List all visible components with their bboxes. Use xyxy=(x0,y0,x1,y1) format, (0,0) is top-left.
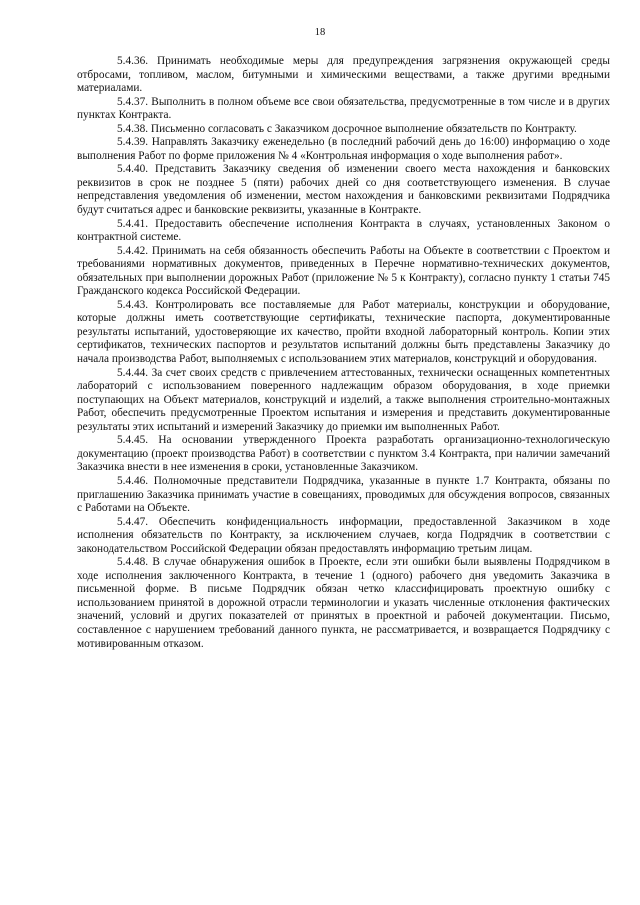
clause-number: 5.4.40. xyxy=(117,163,149,176)
clause-number: 5.4.44. xyxy=(117,366,149,379)
clause-paragraph xyxy=(77,245,610,299)
clause-paragraph xyxy=(77,556,610,651)
clause-text: Письменно согласовать с Заказчиком досрочное выполнение обязательств по Контракту. xyxy=(150,122,577,135)
page-number: 18 xyxy=(314,27,326,38)
clause-paragraph xyxy=(77,434,610,475)
clause-text: На основании утвержденного Проекта разработать организационно-технологическую документацию (проект производства Работ) в соответствии с пунктом 3.4 Контракта, при наличии замечаний Заказчика внести в нее изменения в сроки, установленные Заказчиком. xyxy=(77,434,610,474)
clause-text: За счет своих средств с привлечением аттестованных, технически оснащенных компетентных лабораторий с использованием поверенного надлежащим образом оборудования, в ходе приемки поступающих на Объект материалов, конструкций и изделий, а также выполнения строительно-монтажных Работ, обеспечить предусмотренные Проектом испытания и измерения и представить документированные результаты этих испытаний и измерений Заказчику до приемки им выполненных Работ. xyxy=(77,366,610,433)
clause-paragraph xyxy=(77,475,610,516)
clause-text: Выполнить в полном объеме все свои обязательства, предусмотренные в том числе и в других пунктах Контракта. xyxy=(77,95,610,122)
clause-text: В случае обнаружения ошибок в Проекте, если эти ошибки были выявлены Подрядчиком в ходе исполнения заключенного Контракта, в течение 1 (одного) рабочего дня уведомить Заказчика в письменной форме. В письме Подрядчик обязан четко классифицировать проектную ошибку с использованием принятой в дорожной отрасли терминологии и указать численные отклонения фактических значений, условий и других показателей от принятых в проектной и рабочей документации. Письмо, составленное с нарушением требований данного пункта, не рассматривается, и возвращается Подрядчику с мотивированным отказом. xyxy=(77,556,611,650)
document-body xyxy=(77,55,610,651)
clause-text: Принимать на себя обязанность обеспечить Работы на Объекте в соответствии с Проектом и требованиями нормативных документов, приведенных в Перечне нормативно-технических документов, обязательных при выполнении дорожных Работ (приложение № 5 к Контракту), согласно пункту 1 статьи 745 Гражданского кодекса Российской Федерации. xyxy=(77,244,610,298)
clause-text: Принимать необходимые меры для предупреждения загрязнения окружающей среды отбросами, топливом, маслом, битумными и химическими веществами, а также другими вредными материалами. xyxy=(77,55,610,95)
clause-text: Представить Заказчику сведения об изменении своего места нахождения и банковских реквизитов в срок не позднее 5 (пяти) рабочих дней со дня соответствующего изменения. В случае непредставления уведомления об изменении, местом нахождения и банковскими реквизитами Подрядчика будут считаться адрес и банковские реквизиты, указанные в Контракте. xyxy=(77,163,610,217)
clause-number: 5.4.46. xyxy=(117,474,149,487)
clause-number: 5.4.47. xyxy=(117,515,149,528)
clause-paragraph xyxy=(77,123,610,137)
clause-paragraph xyxy=(77,136,610,163)
clause-number: 5.4.38. xyxy=(117,122,149,135)
clause-paragraph xyxy=(77,516,610,557)
clause-text: Предоставить обеспечение исполнения Контракта в случаях, установленных Законом о контрактной системе. xyxy=(77,217,611,244)
clause-number: 5.4.43. xyxy=(117,298,149,311)
clause-text: Обеспечить конфиденциальность информации, предоставленной Заказчиком в ходе исполнения обязательств по Контракту, за исключением случаев, когда Подрядчик в соответствии с законодательством Российской Федерации обязан предоставлять информацию третьим лицам. xyxy=(77,515,610,555)
clause-paragraph xyxy=(77,163,610,217)
clause-number: 5.4.48. xyxy=(117,556,149,569)
clause-number: 5.4.36. xyxy=(117,55,149,67)
clause-number: 5.4.45. xyxy=(117,434,149,447)
clause-text: Направлять Заказчику еженедельно (в последний рабочий день до 16:00) информацию о ходе выполнения Работ по форме приложения № 4 «Контрольная информация о ходе выполнения работ». xyxy=(77,136,610,162)
clause-text: Полномочные представители Подрядчика, указанные в пункте 1.7 Контракта, обязаны по приглашению Заказчика принимать участие в совещаниях, проводимых для обсуждения вопросов, связанных с Работами на Объекте. xyxy=(77,474,610,515)
clause-text: Контролировать все поставляемые для Работ материалы, конструкции и оборудование, которые должны иметь соответствующие сертификаты, технические паспорта, документированные результаты испытаний, удостоверяющие их качество, пройти входной лабораторный контроль. Копии этих сертификатов, технических паспортов и результатов испытаний должны быть представлены Заказчику до начала производства Работ, выполняемых с использованием этих материалов, конструкций и оборудования. xyxy=(77,298,610,366)
clause-number: 5.4.37. xyxy=(117,95,149,108)
clause-paragraph xyxy=(77,367,610,435)
clause-paragraph xyxy=(77,96,610,123)
clause-paragraph xyxy=(77,218,610,245)
clause-number: 5.4.39. xyxy=(117,136,149,149)
clause-number: 5.4.42. xyxy=(117,244,149,257)
clause-paragraph xyxy=(77,299,610,367)
clause-number: 5.4.41. xyxy=(117,217,149,230)
clause-paragraph xyxy=(77,55,610,96)
